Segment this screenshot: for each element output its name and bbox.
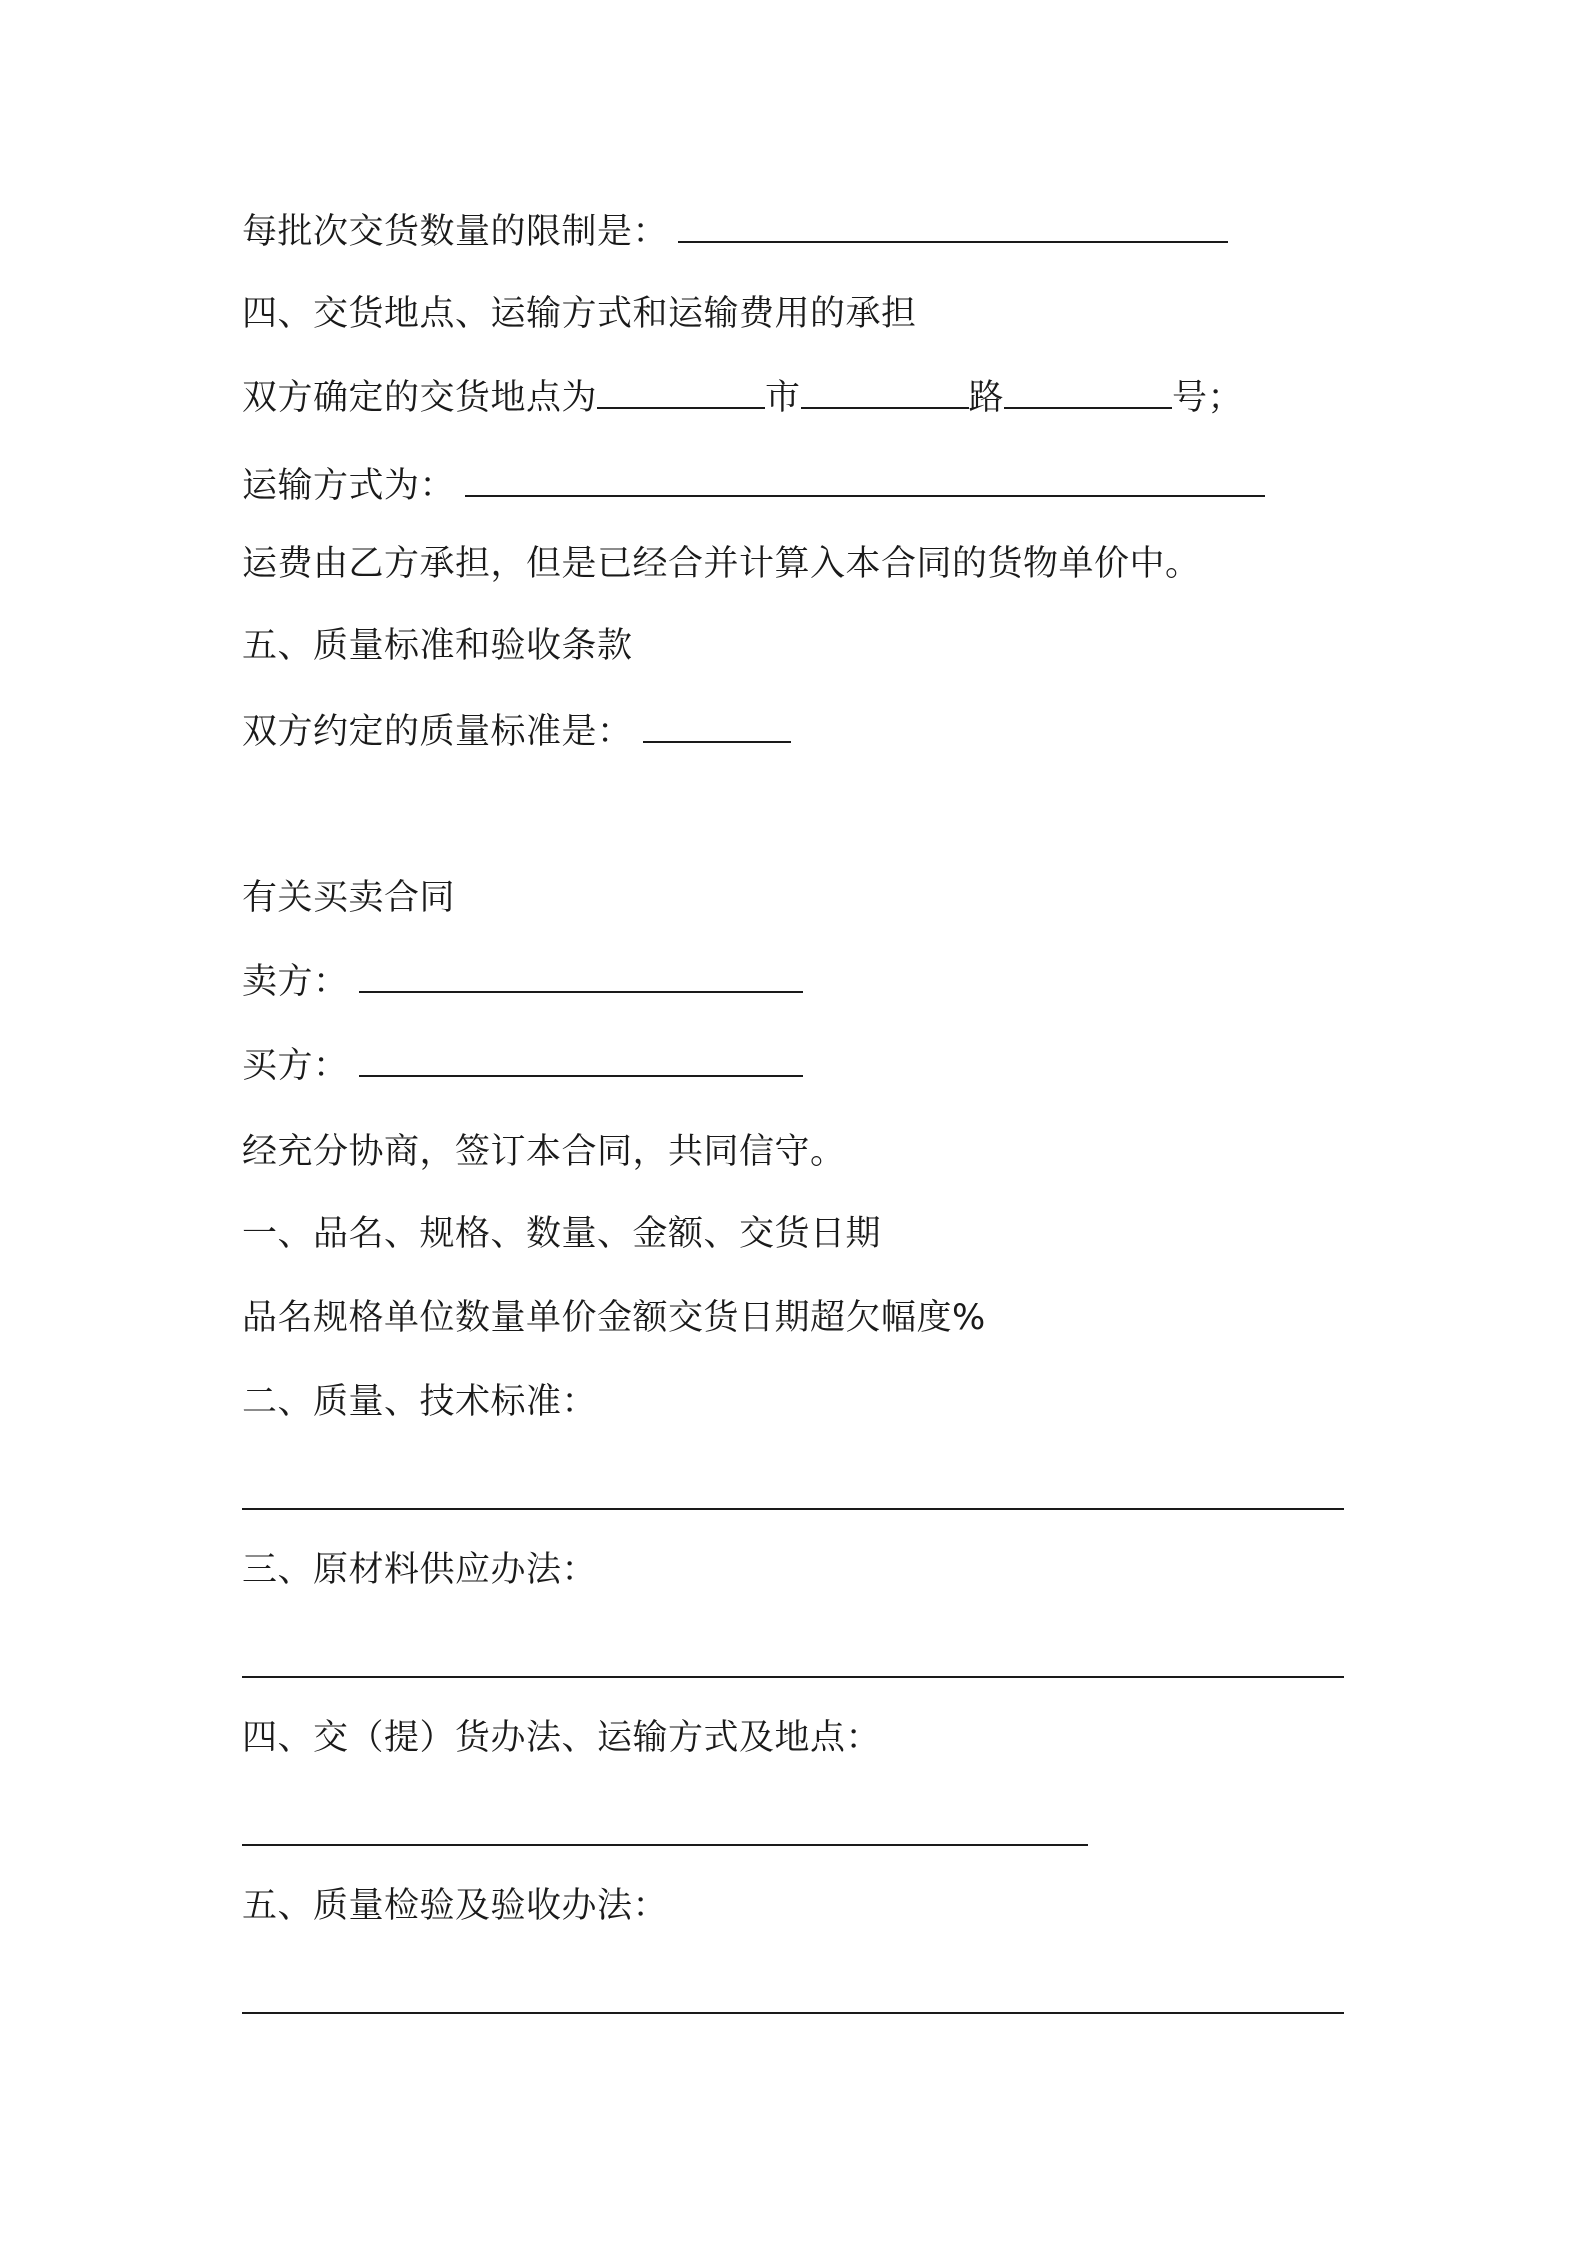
clause-3-blank[interactable] bbox=[242, 1676, 1344, 1678]
seller-label: 卖方： bbox=[242, 962, 349, 1002]
delivery-quantity-limit-blank[interactable] bbox=[678, 211, 1228, 243]
clause-4-blank[interactable] bbox=[242, 1844, 1088, 1846]
number-label: 号； bbox=[1172, 378, 1244, 418]
transport-method-line bbox=[242, 462, 1265, 510]
seller-line bbox=[242, 958, 803, 1006]
delivery-quantity-limit-line bbox=[242, 208, 1228, 256]
buyer-line bbox=[242, 1042, 803, 1090]
seller-blank[interactable] bbox=[359, 961, 803, 993]
buyer-label: 买方： bbox=[242, 1046, 349, 1086]
transport-method-label: 运输方式为： bbox=[242, 466, 456, 506]
buyer-blank[interactable] bbox=[359, 1045, 803, 1077]
goods-table-header: 品名规格单位数量单价金额交货日期超欠幅度% bbox=[242, 1298, 986, 1338]
quality-standard-label: 双方约定的质量标准是： bbox=[242, 712, 633, 752]
clause-1-heading: 一、品名、规格、数量、金额、交货日期 bbox=[242, 1214, 882, 1254]
road-blank[interactable] bbox=[801, 377, 969, 409]
agreement-line: 经充分协商，签订本合同，共同信守。 bbox=[242, 1132, 846, 1172]
clause-5-heading: 五、质量检验及验收办法： bbox=[242, 1886, 669, 1926]
freight-cost-line: 运费由乙方承担，但是已经合并计算入本合同的货物单价中。 bbox=[242, 544, 1201, 584]
clause-4-heading: 四、交（提）货办法、运输方式及地点： bbox=[242, 1718, 882, 1758]
transport-method-blank[interactable] bbox=[465, 465, 1265, 497]
clause-3-heading: 三、原材料供应办法： bbox=[242, 1550, 598, 1590]
number-blank[interactable] bbox=[1004, 377, 1172, 409]
section-5-heading: 五、质量标准和验收条款 bbox=[242, 626, 633, 666]
delivery-location-label: 双方确定的交货地点为 bbox=[242, 378, 598, 418]
clause-2-heading: 二、质量、技术标准： bbox=[242, 1382, 598, 1422]
quality-standard-line bbox=[242, 708, 791, 756]
quality-standard-blank[interactable] bbox=[643, 711, 791, 743]
city-label: 市 bbox=[765, 378, 801, 418]
road-label: 路 bbox=[968, 378, 1005, 418]
contract-title: 有关买卖合同 bbox=[242, 878, 456, 918]
clause-5-blank[interactable] bbox=[242, 2012, 1344, 2014]
clause-2-blank[interactable] bbox=[242, 1508, 1344, 1510]
city-blank[interactable] bbox=[597, 377, 765, 409]
delivery-quantity-limit-label: 每批次交货数量的限制是： bbox=[242, 212, 669, 252]
section-4-heading: 四、交货地点、运输方式和运输费用的承担 bbox=[242, 294, 917, 334]
delivery-location-line bbox=[242, 374, 1243, 422]
